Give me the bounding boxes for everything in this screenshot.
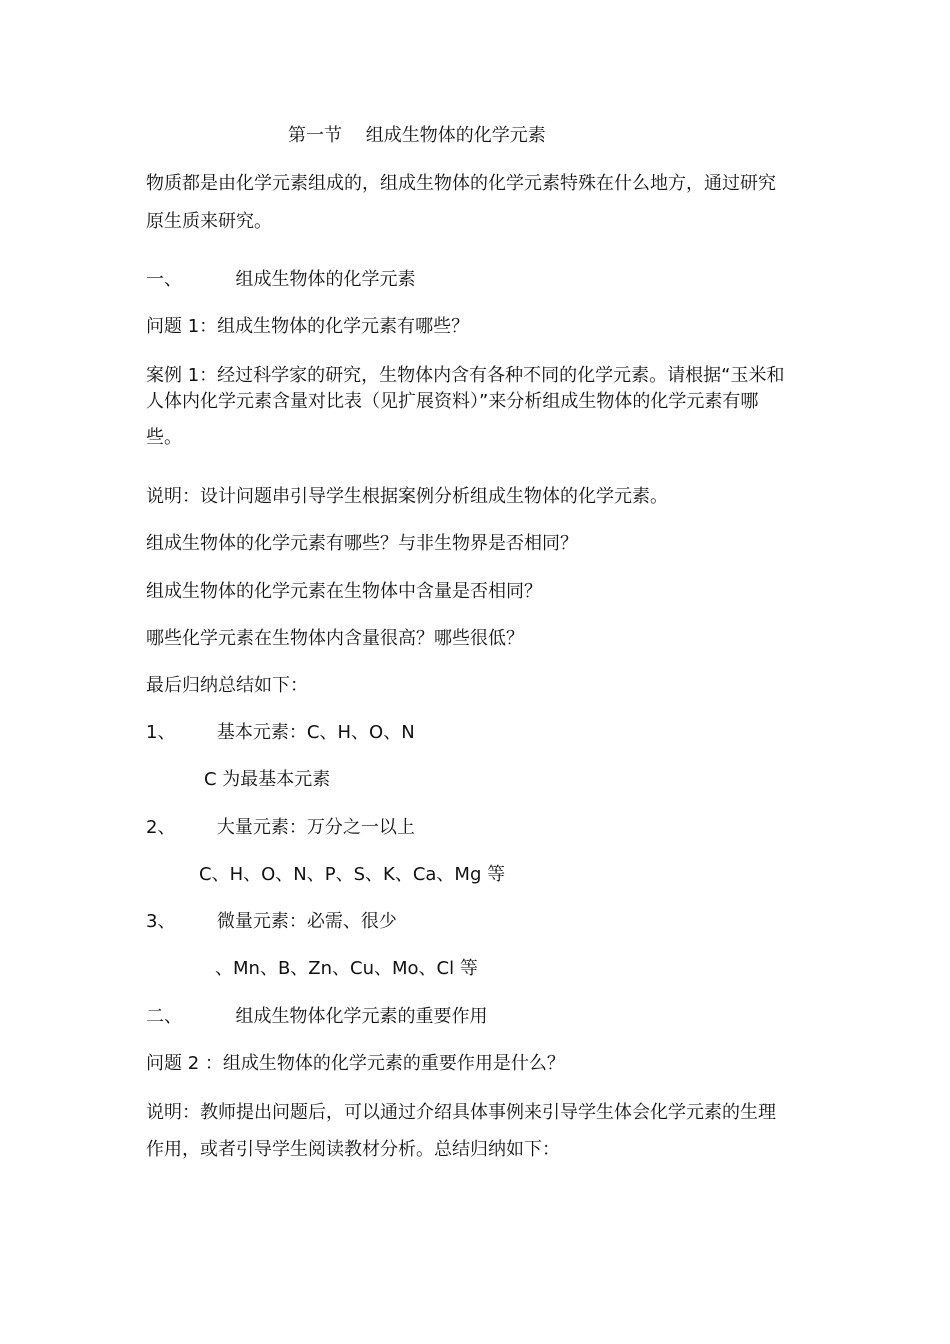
section-2-number: 二、 xyxy=(146,1006,182,1027)
list-item-1 xyxy=(146,721,415,745)
section-2-heading-text: 组成生物体化学元素的重要作用 xyxy=(235,1006,488,1027)
case-1-line-1: 案例 1：经过科学家的研究，生物体内含有各种不同的化学元素。请根据“玉米和 xyxy=(146,365,785,386)
intro-line-2: 原生质来研究。 xyxy=(146,211,272,232)
list-item-1-text: 基本元素：C、H、O、N xyxy=(216,722,415,743)
section-1-heading xyxy=(146,268,415,292)
question-2: 问题 2 ：组成生物体的化学元素的重要作用是什么？ xyxy=(146,1053,565,1074)
question-a: 组成生物体的化学元素有哪些？与非生物界是否相同？ xyxy=(146,533,578,554)
summary-intro: 最后归纳总结如下： xyxy=(146,675,308,696)
list-item-3-sub: 、Mn、B、Zn、Cu、Mo、Cl 等 xyxy=(215,958,478,979)
note-2-line-2: 作用，或者引导学生阅读教材分析。总结归纳如下： xyxy=(146,1139,560,1160)
question-b: 组成生物体的化学元素在生物体中含量是否相同？ xyxy=(146,581,542,602)
section-title: 第一节 组成生物体的化学元素 xyxy=(288,125,546,146)
list-item-3 xyxy=(146,910,397,934)
list-item-3-text: 微量元素：必需、很少 xyxy=(216,911,397,932)
list-item-1-sub: C 为最基本元素 xyxy=(204,769,331,790)
list-item-2 xyxy=(146,816,415,840)
section-2-heading xyxy=(146,1005,487,1029)
list-item-2-text: 大量元素：万分之一以上 xyxy=(216,817,415,838)
note-2-line-1: 说明：教师提出问题后，可以通过介绍具体事例来引导学生体会化学元素的生理 xyxy=(146,1102,776,1123)
list-item-3-number: 3、 xyxy=(146,911,176,932)
case-1-line-3: 些。 xyxy=(146,427,182,448)
list-item-1-number: 1、 xyxy=(146,722,176,743)
case-1-line-2: 人体内化学元素含量对比表（见扩展资料）”来分析组成生物体的化学元素有哪 xyxy=(146,391,759,412)
question-c: 哪些化学元素在生物体内含量很高？哪些很低？ xyxy=(146,628,524,649)
list-item-2-number: 2、 xyxy=(146,817,176,838)
intro-line-1: 物质都是由化学元素组成的，组成生物体的化学元素特殊在什么地方，通过研究 xyxy=(146,173,776,194)
list-item-2-sub: C、H、O、N、P、S、K、Ca、Mg 等 xyxy=(199,864,506,885)
section-1-number: 一、 xyxy=(146,269,182,290)
question-1: 问题 1：组成生物体的化学元素有哪些？ xyxy=(146,316,470,337)
section-1-heading-text: 组成生物体的化学元素 xyxy=(235,269,416,290)
note-1: 说明：设计问题串引导学生根据案例分析组成生物体的化学元素。 xyxy=(146,486,668,507)
